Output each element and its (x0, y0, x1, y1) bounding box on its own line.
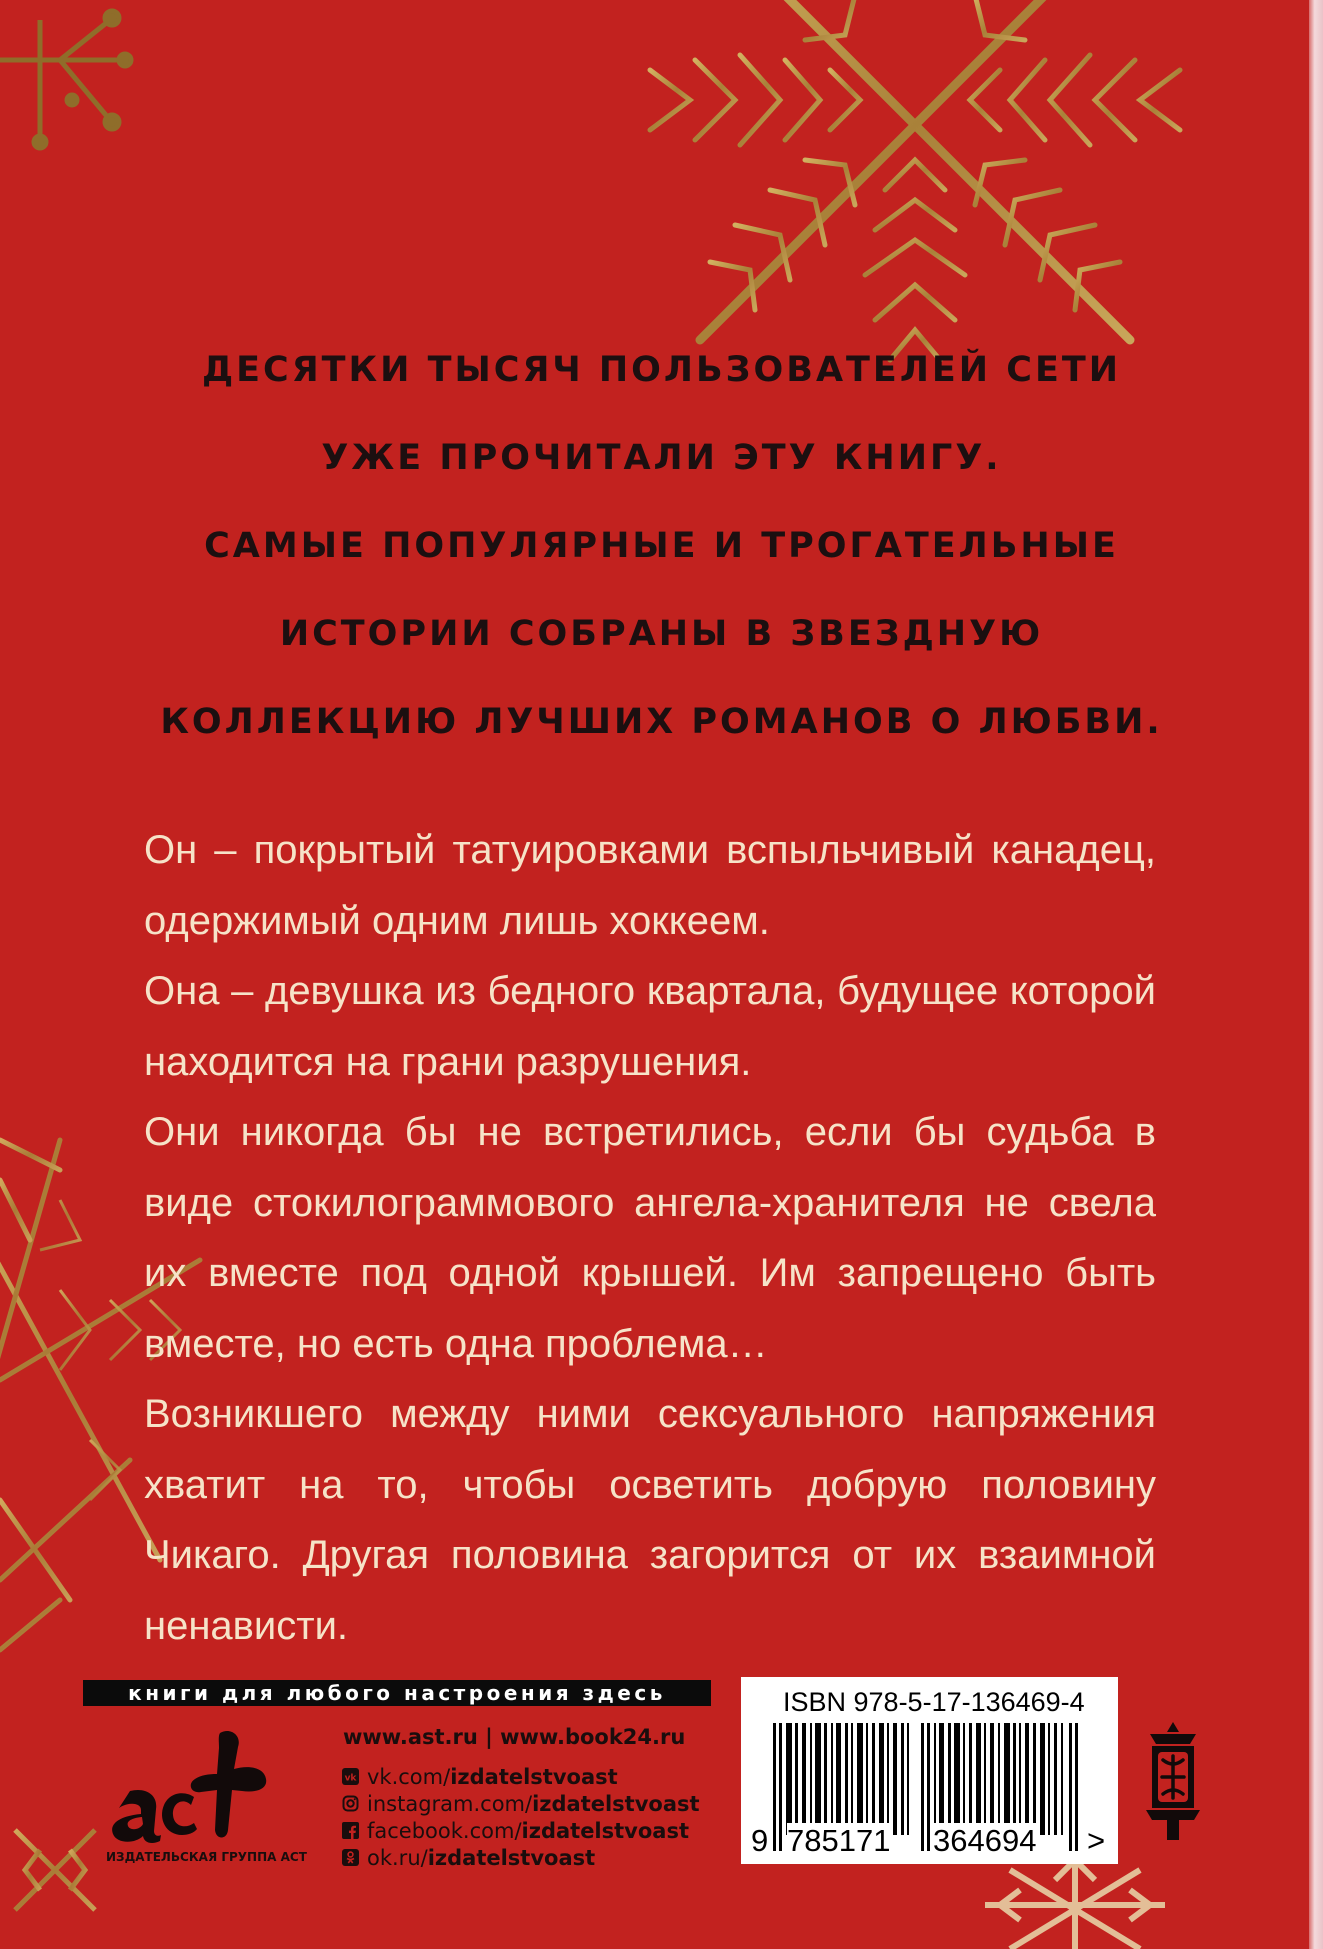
facebook-icon (342, 1822, 359, 1839)
tagline-line: САМЫЕ ПОПУЛЯРНЫЕ И ТРОГАТЕЛЬНЫЕ (204, 526, 1119, 566)
tagline-line: ДЕСЯТКИ ТЫСЯЧ ПОЛЬЗОВАТЕЛЕЙ СЕТИ (201, 350, 1122, 390)
barcode-digit-end: > (1087, 1823, 1106, 1858)
vk-icon (342, 1768, 359, 1785)
description-paragraph: Она – девушка из бедного квартала, будущее которой находится на грани разрушения. (144, 969, 1156, 1084)
tagline-line: УЖЕ ПРОЧИТАЛИ ЭТУ КНИГУ. (321, 438, 1002, 478)
barcode-digits (741, 1823, 1118, 1859)
tagline-line: ИСТОРИИ СОБРАНЫ В ЗВЕЗДНУЮ (279, 614, 1044, 654)
social-handle: izdatelstvoast (450, 1764, 618, 1789)
tagline-line: КОЛЛЕКЦИЮ ЛУЧШИХ РОМАНОВ О ЛЮБВИ. (160, 702, 1163, 742)
isbn-barcode (741, 1677, 1118, 1864)
social-prefix: facebook.com/ (367, 1818, 522, 1843)
description-paragraph: Он – покрытый татуировками вспыльчивый канадец, одержимый одним лишь хоккеем. (144, 828, 1156, 943)
barcode-digit-group: 785171 (787, 1823, 891, 1858)
social-handle: izdatelstvoast (427, 1845, 596, 1870)
social-prefix: instagram.com/ (367, 1791, 533, 1816)
social-prefix: vk.com/ (367, 1764, 451, 1789)
publisher-imprint: ИЗДАТЕЛЬСКАЯ ГРУППА АСТ (106, 1850, 307, 1864)
ok-icon (342, 1849, 359, 1866)
barcode-digit-group: 364694 (933, 1823, 1037, 1858)
svg-text:vk: vk (344, 1773, 357, 1784)
description-paragraph: Они никогда бы не встретились, если бы судьба в виде стокилограммового ангела-хранителя не свела их вместе под одной крышей. Им запрещено быть вместе, но есть одна проблема… (144, 1110, 1156, 1366)
publisher-slogan-strip: книги для любого настроения здесь (83, 1680, 711, 1706)
barcode-digit-first: 9 (751, 1823, 769, 1858)
social-link-vk[interactable] (342, 1763, 700, 1790)
spine-edge (1309, 0, 1323, 1949)
description-paragraph: Возникшего между ними сексуального напряжения хватит на то, чтобы осветить добрую половину Чикаго. Другая половина загорится от их взаимной ненависти. (144, 1392, 1156, 1648)
book-description (144, 815, 1156, 1661)
social-prefix: ok.ru/ (367, 1845, 428, 1870)
social-link-ok[interactable] (342, 1844, 700, 1871)
publisher-websites[interactable]: www.ast.ru | www.book24.ru (343, 1725, 686, 1749)
social-link-instagram[interactable] (342, 1790, 700, 1817)
social-handle: izdatelstvoast (521, 1818, 689, 1843)
tagline (0, 340, 1323, 780)
social-links (342, 1763, 700, 1871)
social-handle: izdatelstvoast (532, 1791, 700, 1816)
lantern-logo-icon (1136, 1722, 1210, 1840)
isbn-number: ISBN 978-5-17-136469-4 (783, 1687, 1085, 1717)
social-link-facebook[interactable] (342, 1817, 700, 1844)
instagram-icon (342, 1795, 359, 1812)
publisher-logo (102, 1725, 282, 1845)
